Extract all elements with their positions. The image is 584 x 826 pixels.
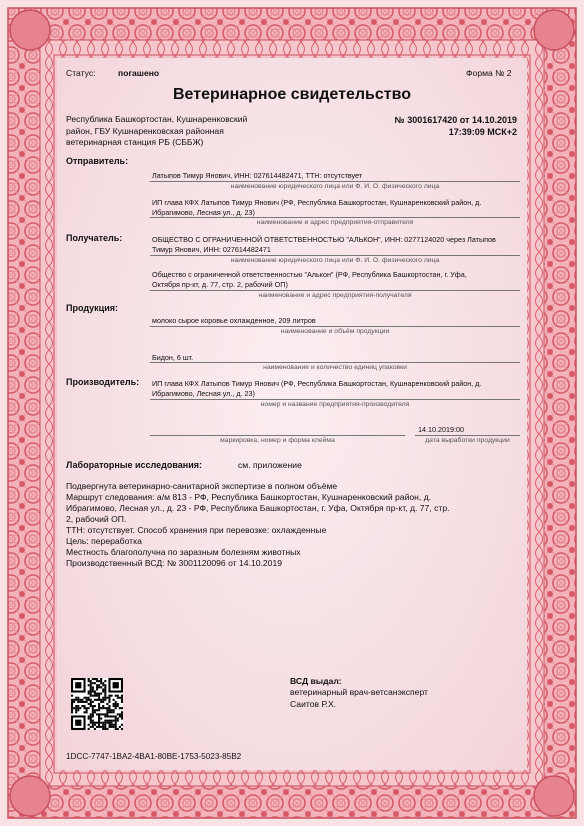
divider xyxy=(415,435,520,436)
sender-label: Отправитель: xyxy=(66,156,129,166)
lab-value: см. приложение xyxy=(238,460,302,470)
detail-line: Местность благополучна по заразным болезням животных xyxy=(66,547,301,557)
detail-line: ТТН: отсутствует. Способ хранения при перевозке: охлажденные xyxy=(66,525,327,535)
divider xyxy=(150,399,520,400)
receiver-name-caption: наименование юридического лица или Ф. И. О. физического лица xyxy=(230,257,440,264)
sender-address-caption: наименование и адрес предприятия-отправителя xyxy=(256,219,414,226)
receiver-name: ОБЩЕСТВО С ОГРАНИЧЕННОЙ ОТВЕТСТВЕННОСТЬЮ "АЛЬКОН", ИНН: 0277124020 через Латыпов Тимур Янович, ИНН: 027614482471 xyxy=(152,235,496,254)
divider xyxy=(150,362,520,363)
package: Бидон, 6 шт. xyxy=(152,353,194,362)
issuer: Республика Башкортостан, Кушнаренковский район, ГБУ Кушнаренковская районная ветеринарная станция РБ (СББЖ) xyxy=(66,114,248,147)
divider xyxy=(150,290,520,291)
production-date-caption: дата выработки продукции xyxy=(425,437,510,444)
detail-line: Подвергнута ветеринарно-санитарной экспертизе в полном объёме xyxy=(66,481,338,491)
detail-line: Производственный ВСД: № 3001120096 от 14.10.2019 xyxy=(66,558,283,568)
receiver-address: Общество с ограниченной ответственностью "Алькон" (РФ, Республика Башкортостан, г. Уфа, Октября пр-кт, д. 77, стр. 2, рабочий ОП) xyxy=(152,270,467,289)
production-date: 14.10.2019:00 xyxy=(418,425,464,434)
issued-label: ВСД выдал: xyxy=(290,676,342,686)
divider xyxy=(150,255,520,256)
producer-label: Производитель: xyxy=(66,377,140,387)
certificate-number: № 3001617420 от 14.10.2019 17:39:09 МСК+2 xyxy=(394,115,517,137)
issued-position: ветеринарный врач-ветсанэксперт xyxy=(290,687,428,697)
status-value: погашено xyxy=(118,68,160,78)
divider xyxy=(150,326,520,327)
product-name: молоко сырое коровье охлажденное, 209 литров xyxy=(152,316,316,325)
issued-name: Саитов Р.Х. xyxy=(290,699,337,709)
form-number: Форма № 2 xyxy=(466,68,512,78)
product-label: Продукция: xyxy=(66,303,118,313)
page-title: Ветеринарное свидетельство xyxy=(173,86,411,103)
receiver-label: Получатель: xyxy=(66,233,123,243)
detail-line: Ибрагимово, Лесная ул., д. 23 - РФ, Республика Башкортостан, г. Уфа, Октября пр-кт, д. 77, стр. xyxy=(66,503,450,513)
detail-line: Цель: переработка xyxy=(66,536,142,546)
document-uuid: 1DCC-7747-1BA2-4BA1-80BE-1753-5023-85B2 xyxy=(66,752,242,761)
divider xyxy=(150,181,520,182)
product-name-caption: наименование и объём продукции xyxy=(280,328,390,335)
marking-caption: маркировка, номер и форма клейма xyxy=(220,437,335,444)
detail-line: Маршрут следования: а/м 813 - РФ, Республика Башкортостан, Кушнаренковский район, д. xyxy=(66,492,432,502)
lab-label: Лабораторные исследования: xyxy=(66,460,203,470)
sender-name-caption: наименование юридического лица или Ф. И. О. физического лица xyxy=(230,183,440,190)
producer-name: ИП глава КФХ Латыпов Тимур Янович (РФ, Республика Башкортостан, Кушнаренковский район, д. Ибрагимово, Лесная ул., д. 23) xyxy=(152,379,482,398)
divider xyxy=(150,217,520,218)
detail-line: 2, рабочий ОП. xyxy=(66,514,127,524)
receiver-address-caption: наименование и адрес предприятия-получателя xyxy=(258,292,412,299)
package-caption: наименование и количество единиц упаковки xyxy=(263,364,407,371)
divider xyxy=(150,435,405,436)
sender-address: ИП глава КФХ Латыпов Тимур Янович (РФ, Республика Башкортостан, Кушнаренковский район, д. Ибрагимово, Лесная ул., д. 23) xyxy=(152,198,482,217)
producer-caption: номер и название предприятия-производителя xyxy=(260,401,410,408)
status-label: Статус: xyxy=(66,68,96,78)
details-block xyxy=(66,481,521,569)
qr-code-icon xyxy=(71,678,123,730)
sender-name: Латыпов Тимур Янович, ИНН: 027614482471, ТТН: отсутствует xyxy=(152,171,363,180)
